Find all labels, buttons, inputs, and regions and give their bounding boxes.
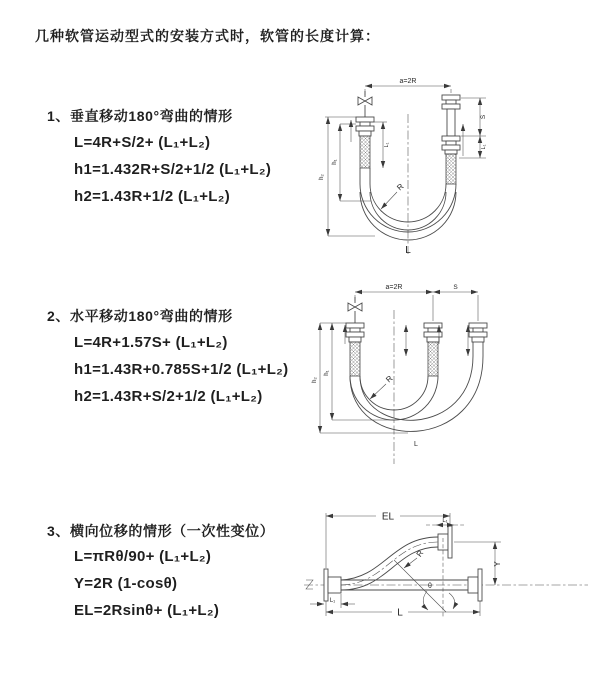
dim-connector-left-label: L₁ — [384, 142, 390, 148]
section-1-formula-L: L=4R+S/2+ (L₁+L₂) — [74, 134, 211, 151]
dim-travel-label: S — [453, 284, 458, 291]
dim-connector-right-label: L₁ — [481, 144, 487, 150]
diagram-lateral-displacement — [296, 498, 598, 660]
section-3-formula-Y: Y=2R (1-cosθ) — [74, 575, 178, 592]
dim-h2-label: h₂ — [312, 377, 318, 383]
dim-h1-label: h₁ — [332, 159, 338, 165]
section-3-heading: 3、横向位移的情形（一次性变位） — [47, 523, 275, 539]
dim-length-label: L — [397, 607, 403, 619]
dimension-span — [365, 86, 451, 95]
angle-label: θ — [428, 583, 432, 590]
left-hose-wall — [360, 168, 370, 184]
right-pipe — [442, 95, 460, 154]
left-flange — [324, 569, 341, 601]
section-2-heading: 2、水平移动180°弯曲的情形 — [47, 308, 233, 324]
hose-braid-right — [446, 154, 456, 184]
radius-label: R — [414, 548, 426, 559]
dimension-length — [326, 601, 480, 616]
dim-span-label: a=2R — [385, 284, 403, 291]
hose-braid-left — [360, 136, 370, 168]
diagram-vertical-180-bend — [313, 72, 565, 262]
dim-h1-label: h₁ — [324, 370, 330, 376]
dimension-heights — [320, 323, 408, 433]
dim-span-label: a=2R — [399, 78, 417, 85]
dim-h2-label: h₂ — [319, 174, 325, 180]
dim-connector-top-label: L₁ — [442, 518, 448, 524]
left-flange — [356, 117, 374, 136]
hose-braid-middle — [428, 342, 438, 376]
section-1-formula-h1: h1=1.432R+S/2+1/2 (L₁+L₂) — [74, 161, 272, 178]
dimension-connectors — [345, 325, 468, 356]
dim-connector-left-label: L₁ — [329, 598, 336, 604]
upper-flange-displaced — [438, 526, 452, 558]
radius-leader — [404, 558, 417, 568]
length-label: L — [414, 441, 418, 448]
right-hose-wall — [473, 342, 483, 356]
flange-moved-position — [469, 323, 487, 342]
page-title: 几种软管运动型式的安装方式时，软管的长度计算： — [35, 28, 380, 44]
flange-start-position — [424, 323, 442, 342]
section-3-formula-L: L=πRθ/90+ (L₁+L₂) — [74, 548, 212, 565]
section-1-formula-h2: h2=1.43R+1/2 (L₁+L₂) — [74, 188, 231, 205]
section-2-formula-L: L=4R+1.57S+ (L₁+L₂) — [74, 334, 228, 351]
length-label: L — [405, 245, 411, 256]
valve-icon — [348, 297, 362, 323]
right-flange-original — [468, 569, 482, 601]
dimension-span-travel — [355, 292, 478, 321]
hose-braid-left — [350, 342, 360, 376]
radius-label: R — [395, 181, 406, 193]
section-2-formula-h1: h1=1.43R+0.785S+1/2 (L₁+L₂) — [74, 361, 289, 378]
section-3-formula-EL: EL=2Rsinθ+ (L₁+L₂) — [74, 602, 220, 619]
section-2-formula-h2: h2=1.43R+S/2+1/2 (L₁+L₂) — [74, 388, 263, 405]
dim-y-label: Y — [493, 561, 502, 567]
dim-el-label: EL — [381, 511, 395, 523]
flange-fixed — [346, 323, 364, 342]
valve-icon — [358, 91, 372, 117]
diagram-horizontal-180-bend — [308, 278, 570, 470]
hose-s-curve — [341, 537, 438, 590]
section-1-heading: 1、垂直移动180°弯曲的情形 — [47, 108, 233, 124]
radius-leader — [381, 192, 397, 209]
radius-leader — [370, 384, 386, 399]
pipe-break-mark — [306, 580, 313, 589]
radius-label: R — [384, 373, 395, 385]
dim-travel-label: S — [480, 114, 487, 120]
